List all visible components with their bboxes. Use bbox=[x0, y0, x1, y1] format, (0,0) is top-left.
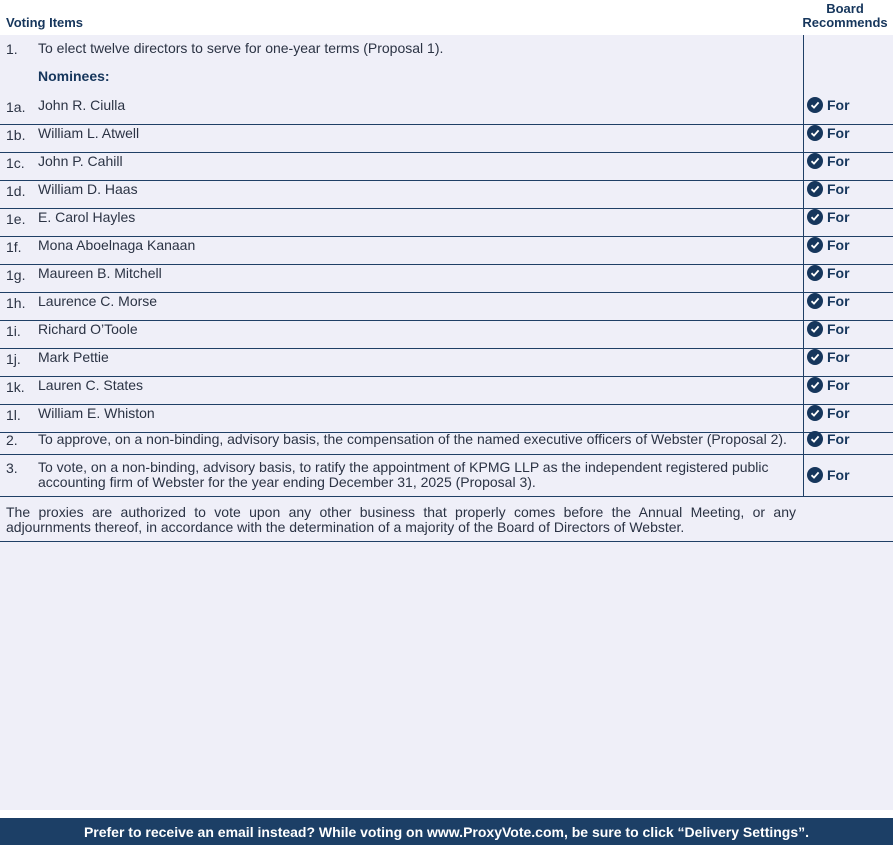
nominee-name: E. Carol Hayles bbox=[38, 209, 136, 225]
table-header bbox=[0, 0, 893, 35]
recommendation bbox=[807, 431, 850, 447]
nominee-number: 1f. bbox=[6, 239, 22, 255]
check-circle-icon bbox=[807, 431, 823, 447]
board-recommends-line2: Recommends bbox=[802, 15, 888, 30]
nominee-name: John P. Cahill bbox=[38, 153, 123, 169]
proposal-3-row bbox=[0, 455, 893, 497]
nominee-name: William E. Whiston bbox=[38, 405, 155, 421]
nominee-row bbox=[0, 125, 893, 153]
recommendation bbox=[807, 293, 850, 309]
nominees-label-row bbox=[0, 69, 893, 89]
check-circle-icon bbox=[807, 125, 823, 141]
proposal-number: 1. bbox=[6, 41, 18, 57]
recommendation bbox=[807, 153, 850, 169]
proxy-authorization-note: The proxies are authorized to vote upon any other business that properly comes before the Annual Meeting, or any adjournments thereof, in accordance with the determination of a majority of the Board of Directors of Webster. bbox=[6, 504, 796, 535]
nominee-name: Mona Aboelnaga Kanaan bbox=[38, 237, 196, 253]
nominee-row bbox=[0, 349, 893, 377]
check-circle-icon bbox=[807, 97, 823, 113]
recommendation-label: For bbox=[827, 431, 850, 447]
nominee-name: John R. Ciulla bbox=[38, 97, 126, 113]
check-circle-icon bbox=[807, 377, 823, 393]
check-circle-icon bbox=[807, 293, 823, 309]
recommendation-label: For bbox=[827, 153, 850, 169]
recommendation bbox=[807, 265, 850, 281]
recommendation bbox=[807, 321, 850, 337]
recommendation bbox=[807, 237, 850, 253]
nominee-name: Maureen B. Mitchell bbox=[38, 265, 162, 281]
proposal-text: To approve, on a non-binding, advisory basis, the compensation of the named executive officers of Webster (Proposal 2). bbox=[38, 431, 787, 447]
proposal-number: 3. bbox=[6, 460, 18, 476]
nominee-name: Richard O’Toole bbox=[38, 321, 138, 337]
recommendation-label: For bbox=[827, 349, 850, 365]
nominee-name: Laurence C. Morse bbox=[38, 293, 158, 309]
board-recommends-line1: Board bbox=[826, 1, 864, 16]
recommendation-label: For bbox=[827, 209, 850, 225]
check-circle-icon bbox=[807, 321, 823, 337]
nominee-number: 1i. bbox=[6, 323, 21, 339]
recommendation bbox=[807, 405, 850, 421]
recommendation-label: For bbox=[827, 125, 850, 141]
nominee-row bbox=[0, 321, 893, 349]
recommendation bbox=[807, 209, 850, 225]
nominee-name: William L. Atwell bbox=[38, 125, 140, 141]
nominee-row bbox=[0, 293, 893, 321]
nominee-name: Lauren C. States bbox=[38, 377, 144, 393]
proposal-1-row bbox=[0, 41, 893, 61]
recommendation bbox=[807, 377, 850, 393]
recommendation bbox=[807, 349, 850, 365]
nominee-row bbox=[0, 97, 893, 125]
check-circle-icon bbox=[807, 181, 823, 197]
nominees-label: Nominees: bbox=[38, 68, 110, 84]
proposal-2-row bbox=[0, 427, 893, 455]
recommendation-label: For bbox=[827, 237, 850, 253]
check-circle-icon bbox=[807, 467, 823, 483]
nominee-number: 1g. bbox=[6, 267, 26, 283]
nominee-number: 1j. bbox=[6, 351, 21, 367]
voting-items-heading: Voting Items bbox=[6, 15, 84, 30]
check-circle-icon bbox=[807, 153, 823, 169]
check-circle-icon bbox=[807, 405, 823, 421]
recommendation-label: For bbox=[827, 265, 850, 281]
nominee-row bbox=[0, 181, 893, 209]
nominee-number: 1l. bbox=[6, 407, 21, 423]
delivery-settings-banner: Prefer to receive an email instead? While voting on www.ProxyVote.com, be sure to click “Delivery Settings”. bbox=[0, 818, 893, 845]
recommendation-label: For bbox=[827, 321, 850, 337]
check-circle-icon bbox=[807, 237, 823, 253]
recommendation-label: For bbox=[827, 467, 850, 483]
recommendation-label: For bbox=[827, 405, 850, 421]
voting-table bbox=[0, 35, 893, 810]
recommendation bbox=[807, 181, 850, 197]
recommendation-label: For bbox=[827, 181, 850, 197]
recommendation bbox=[807, 467, 850, 483]
nominee-row bbox=[0, 265, 893, 293]
check-circle-icon bbox=[807, 209, 823, 225]
recommendation bbox=[807, 97, 850, 113]
nominee-number: 1a. bbox=[6, 99, 26, 115]
nominee-number: 1h. bbox=[6, 295, 26, 311]
recommendation-label: For bbox=[827, 97, 850, 113]
check-circle-icon bbox=[807, 265, 823, 281]
nominee-name: Mark Pettie bbox=[38, 349, 109, 365]
nominee-row bbox=[0, 209, 893, 237]
nominee-name: William D. Haas bbox=[38, 181, 138, 197]
check-circle-icon bbox=[807, 349, 823, 365]
nominee-number: 1k. bbox=[6, 379, 25, 395]
nominee-number: 1b. bbox=[6, 127, 26, 143]
board-recommends-heading bbox=[800, 2, 890, 30]
recommendation-label: For bbox=[827, 293, 850, 309]
nominee-row bbox=[0, 237, 893, 265]
proposal-text: To elect twelve directors to serve for one-year terms (Proposal 1). bbox=[38, 40, 444, 56]
recommendation-label: For bbox=[827, 377, 850, 393]
proposal-text: To vote, on a non-binding, advisory basis, to ratify the appointment of KPMG LLP as the independent registered public accounting firm of Webster for the year ending December 31, 2025 (Proposal 3). bbox=[38, 459, 769, 490]
proposal-number: 2. bbox=[6, 432, 18, 448]
nominee-row bbox=[0, 377, 893, 405]
nominee-number: 1d. bbox=[6, 183, 26, 199]
recommendation bbox=[807, 125, 850, 141]
nominee-number: 1c. bbox=[6, 155, 25, 171]
nominee-number: 1e. bbox=[6, 211, 26, 227]
nominee-row bbox=[0, 153, 893, 181]
divider bbox=[0, 541, 893, 542]
